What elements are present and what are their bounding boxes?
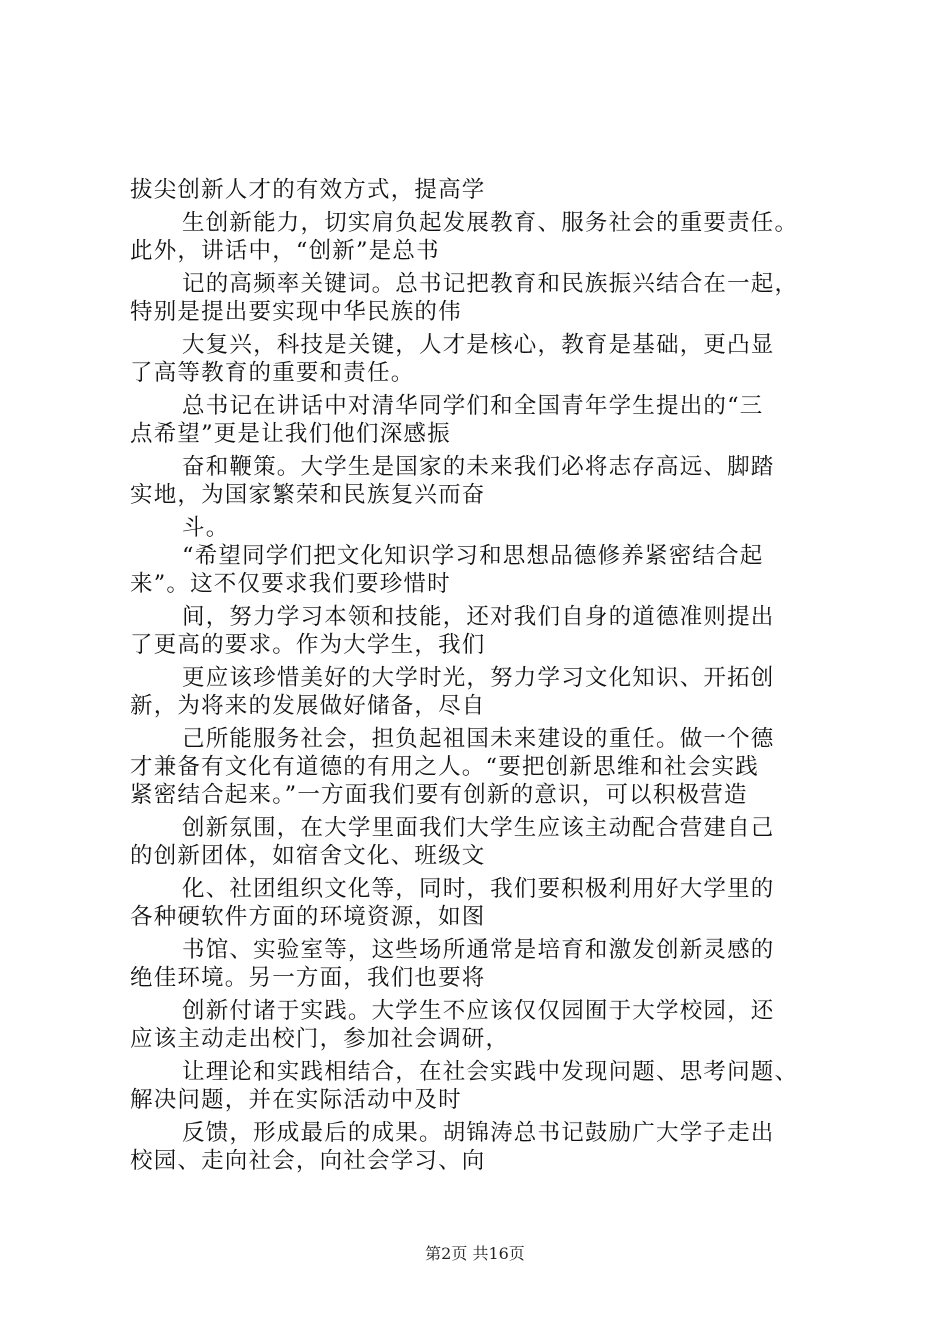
- text-line: 绝佳环境。另一方面，我们也要将: [130, 965, 486, 991]
- text-line: 创新付诸于实践。大学生不应该仅仅园囿于大学校园，还: [182, 998, 775, 1024]
- text-line: 才兼备有文化有道德的有用之人。“要把创新思维和社会实践: [130, 754, 759, 780]
- text-line: 记的高频率关键词。总书记把教育和民族振兴结合在一起，: [182, 271, 799, 297]
- text-line: 创新氛围，在大学里面我们大学生应该主动配合营建自己: [182, 815, 775, 841]
- text-line: 拔尖创新人才的有效方式，提高学: [130, 177, 486, 203]
- text-line: 更应该珍惜美好的大学时光，努力学习文化知识、开拓创: [182, 665, 775, 691]
- text-line: 书馆、实验室等，这些场所通常是培育和激发创新灵感的: [182, 937, 775, 963]
- text-line: 间，努力学习本领和技能，还对我们自身的道德准则提出: [182, 604, 775, 630]
- text-line: 大复兴，科技是关键，人才是核心，教育是基础，更凸显: [182, 332, 775, 358]
- text-line: 实地，为国家繁荣和民族复兴而奋: [130, 482, 486, 508]
- text-line: 了更高的要求。作为大学生，我们: [130, 632, 486, 658]
- text-line: 的创新团体，如宿舍文化、班级文: [130, 843, 486, 869]
- text-line: 紧密结合起来。”一方面我们要有创新的意识，可以积极营造: [130, 782, 748, 808]
- text-line: 化、社团组织文化等，同时，我们要积极利用好大学里的: [182, 876, 775, 902]
- text-line: 让理论和实践相结合，在社会实践中发现问题、思考问题、: [182, 1059, 799, 1085]
- text-line: 斗。: [182, 515, 230, 541]
- text-line: 各种硬软件方面的环境资源，如图: [130, 904, 486, 930]
- text-line: 校园、走向社会，向社会学习、向: [130, 1148, 486, 1174]
- text-line: 此外，讲话中，“创新”是总书: [130, 238, 440, 264]
- text-line: “希望同学们把文化知识学习和思想品德修养紧密结合起: [182, 543, 764, 569]
- text-line: 生创新能力，切实肩负起发展教育、服务社会的重要责任。: [182, 210, 799, 236]
- text-line: 己所能服务社会，担负起祖国未来建设的重任。做一个德: [182, 726, 775, 752]
- text-line: 奋和鞭策。大学生是国家的未来我们必将志存高远、脚踏: [182, 454, 775, 480]
- text-line: 解决问题，并在实际活动中及时: [130, 1087, 462, 1113]
- text-line: 点希望”更是让我们他们深感振: [130, 421, 451, 447]
- text-line: 了高等教育的重要和责任。: [130, 360, 415, 386]
- page-footer: 第2页 共16页: [425, 1244, 525, 1263]
- text-line: 来”。这不仅要求我们要珍惜时: [130, 571, 451, 597]
- text-line: 应该主动走出校门，参加社会调研，: [130, 1026, 510, 1052]
- text-line: 特别是提出要实现中华民族的伟: [130, 299, 462, 325]
- text-line: 反馈，形成最后的成果。胡锦涛总书记鼓励广大学子走出: [182, 1120, 775, 1146]
- text-line: 总书记在讲话中对清华同学们和全国青年学生提出的“三: [182, 393, 764, 419]
- body-text: [130, 176, 850, 1175]
- text-line: 新，为将来的发展做好储备，尽自: [130, 693, 486, 719]
